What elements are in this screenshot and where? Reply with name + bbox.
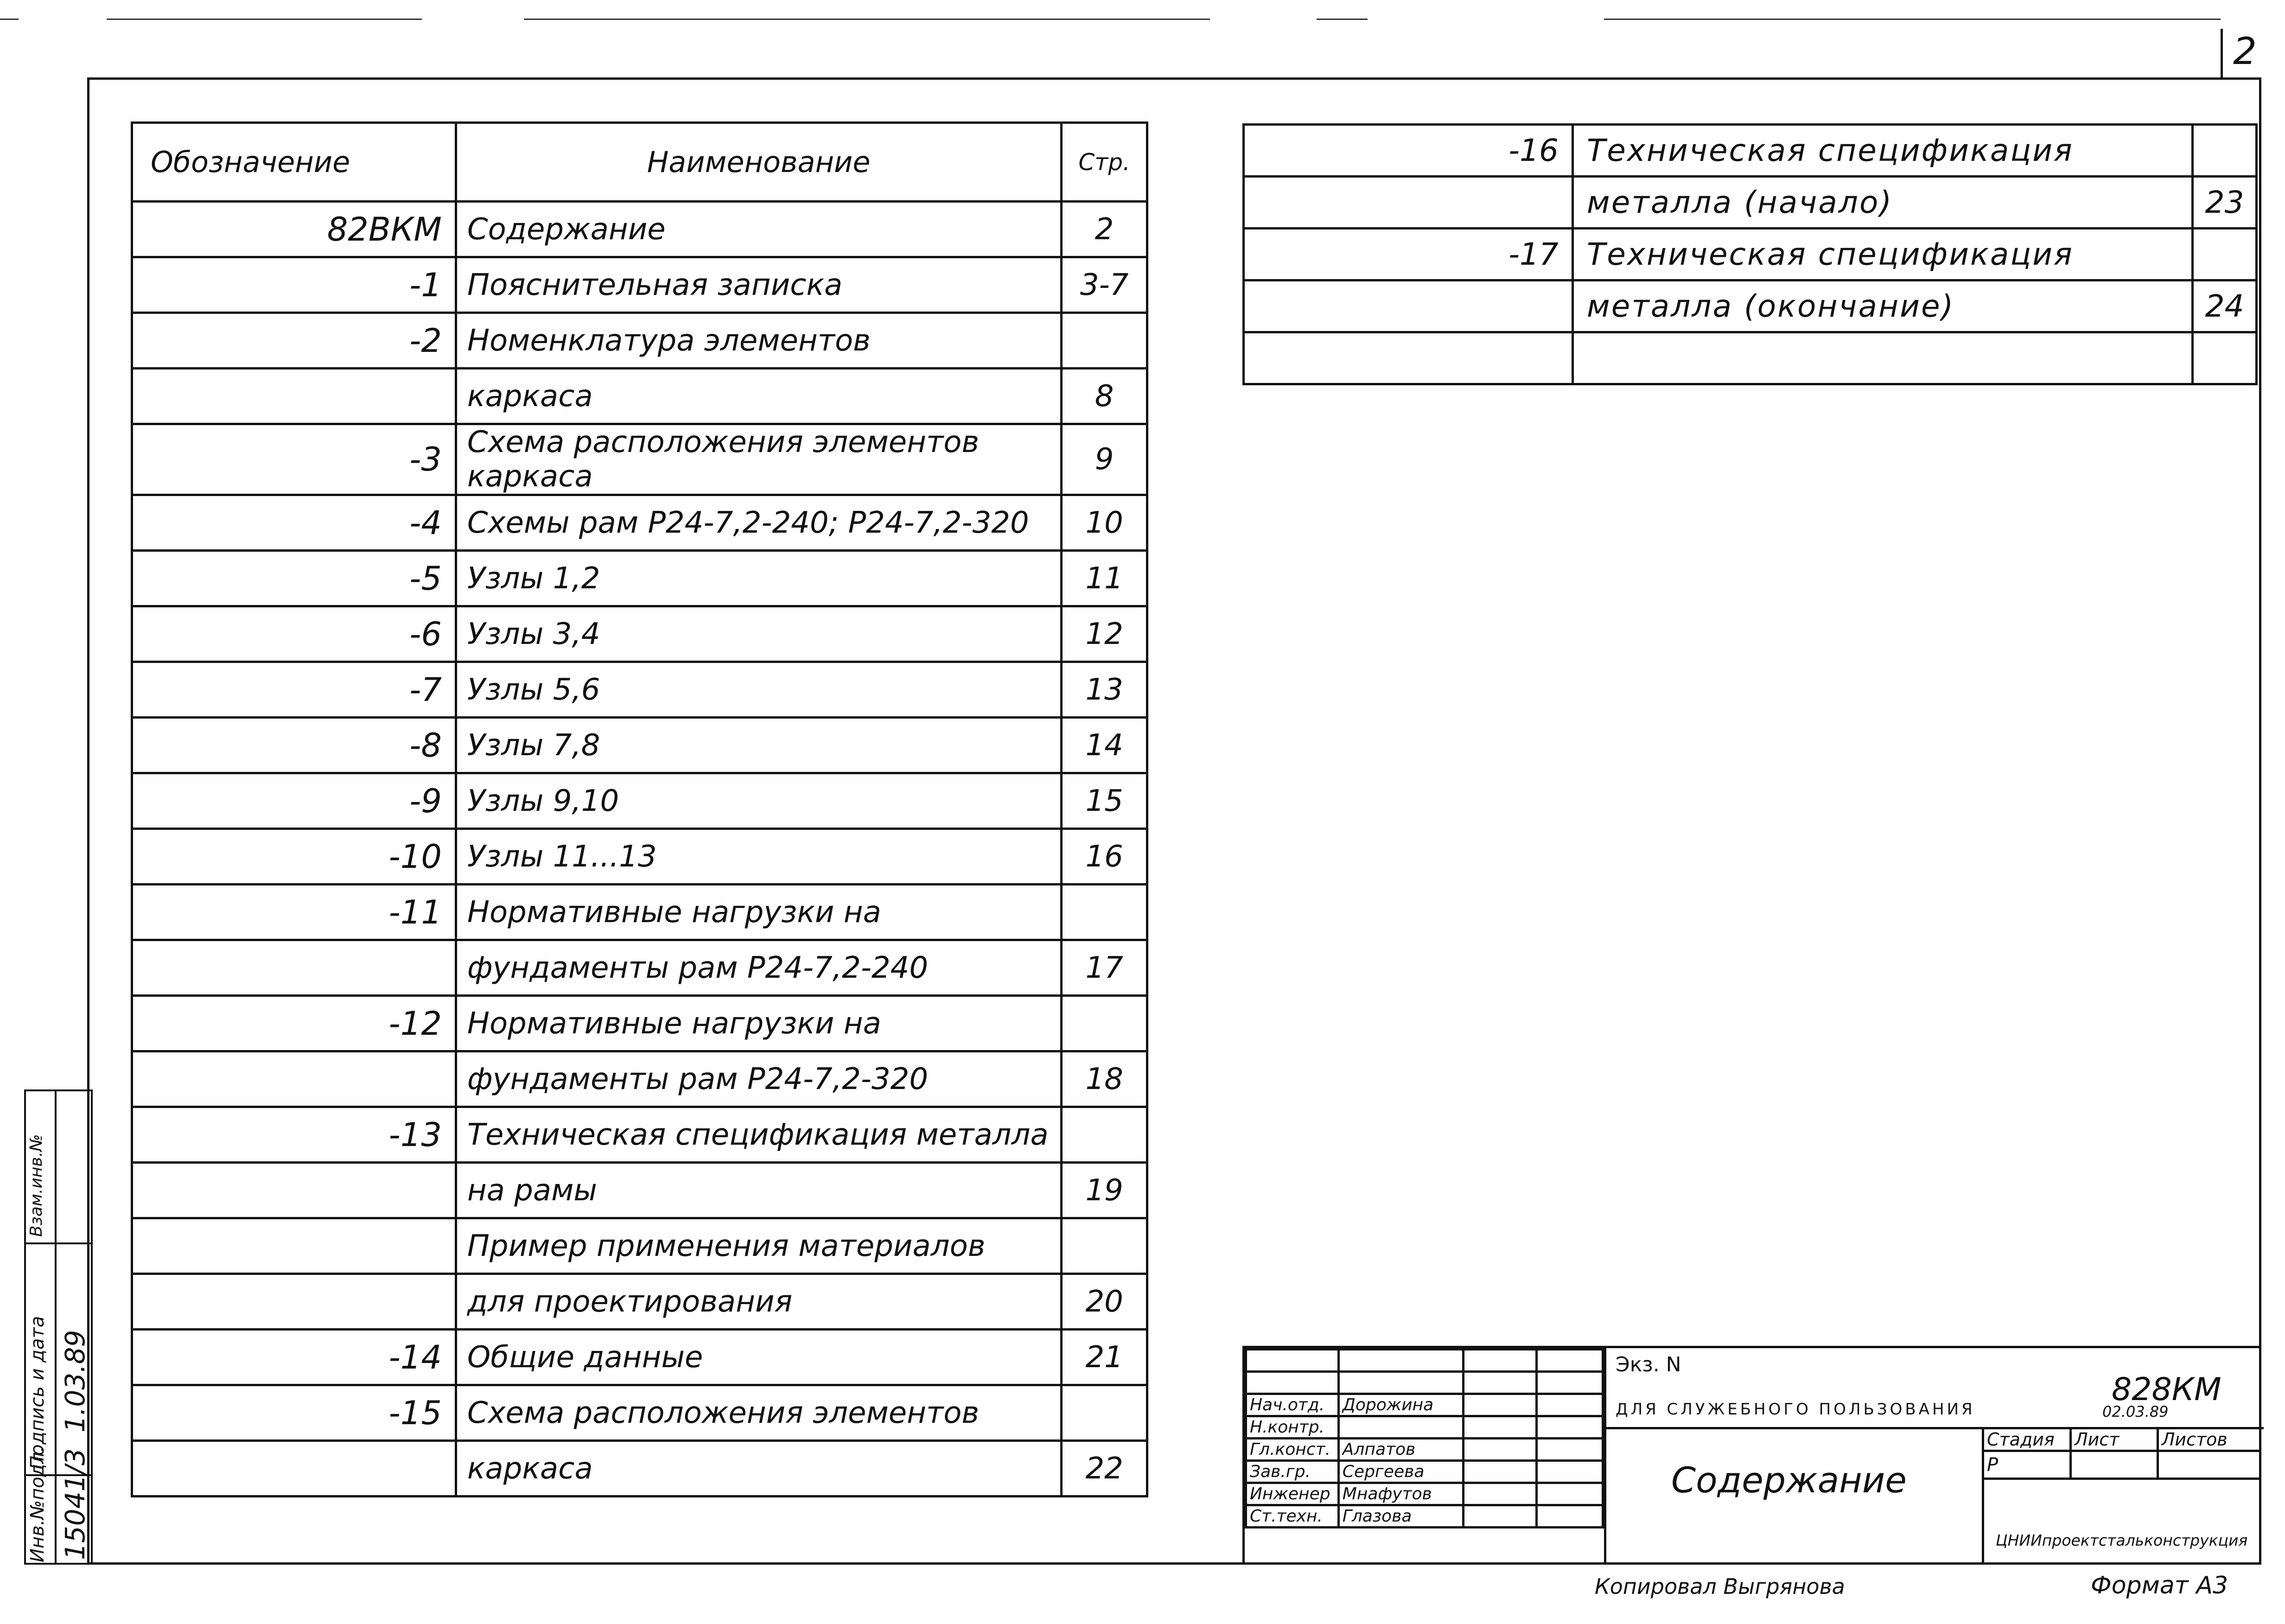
contents-code-cell: -6 [132,606,456,662]
contents-name-cell: каркаса [456,369,1061,424]
contents-code-cell [1244,177,1573,229]
contents-page-cell: 17 [1062,940,1147,996]
contents-row [132,1163,1147,1218]
contents-code-cell [132,1051,456,1107]
contents-row [132,940,1147,996]
contents-name-cell: Техническая спецификация [1572,125,2192,177]
inv-label: Инв.№подл. [27,1446,48,1562]
contents-name-cell: фундаменты рам Р24-7,2-320 [456,1051,1061,1107]
contents-page-cell: 2 [1062,202,1147,257]
contents-code-cell: -16 [1244,125,1573,177]
contents-page-cell: 22 [1062,1441,1147,1497]
contents-name-cell: Содержание [456,202,1061,257]
contents-code-cell [1244,280,1573,332]
contents-name-cell: Пояснительная записка [456,257,1061,313]
copy-stamp: Экз. N [1616,1353,1681,1376]
header-name: Наименование [456,123,1061,202]
contents-name-cell [1572,332,2192,384]
role-cell: Н.контр. [1246,1416,1339,1439]
contents-page-cell: 11 [1062,551,1147,606]
date-cell [1536,1461,1603,1483]
contents-code-cell: 82ВКМ [132,202,456,257]
contents-name-cell: Пример применения материалов [456,1218,1061,1274]
signature-cell [1463,1394,1536,1416]
contents-row [132,1218,1147,1274]
contents-code-cell: -17 [1244,229,1573,280]
contents-name-cell: Узлы 3,4 [456,606,1061,662]
title-cell-divider [1604,1348,1606,1565]
contents-code-cell: -4 [132,495,456,551]
name-cell: Глазова [1338,1505,1463,1528]
contents-code-cell [132,1274,456,1330]
signature-row [1246,1394,1603,1416]
contents-row [132,202,1147,257]
contents-row [132,773,1147,829]
side-stamp-divider [55,1089,57,1565]
contents-name-cell: на рамы [456,1163,1061,1218]
name-cell: Дорожина [1338,1394,1463,1416]
contents-name-cell: Схемы рам Р24-7,2-240; Р24-7,2-320 [456,495,1061,551]
contents-row [132,551,1147,606]
role-cell: Инженер [1246,1483,1339,1505]
contents-name-cell: Нормативные нагрузки на [456,885,1061,940]
name-cell [1338,1416,1463,1439]
contents-page-cell [1062,313,1147,369]
name-cell: Алпатов [1338,1439,1463,1461]
contents-page-cell [1062,1218,1147,1274]
contents-page-cell: 14 [1062,718,1147,773]
contents-row [132,662,1147,718]
contents-row [132,257,1147,313]
contents-code-cell: -14 [132,1330,456,1385]
contents-name-cell: Узлы 7,8 [456,718,1061,773]
contents-name-cell: металла (начало) [1572,177,2192,229]
sign-label: Подпись и дата [27,1316,48,1470]
contents-code-cell: -10 [132,829,456,885]
contents-name-cell: для проектирования [456,1274,1061,1330]
sheets-label: Листов [2158,1428,2260,1451]
sign-value: 1.03.89 [59,1330,91,1433]
sheet-number-box [2221,29,2267,80]
contents-page-cell [1062,885,1147,940]
contents-code-cell: -1 [132,257,456,313]
top-dash-5 [1604,19,2221,20]
signature-cell [1463,1483,1536,1505]
date-cell [1536,1483,1603,1505]
contents-page-cell [2193,125,2257,177]
contents-page-cell [1062,1107,1147,1163]
contents-code-cell: -2 [132,313,456,369]
header-code: Обозначение [132,123,456,202]
contents-name-cell: каркаса [456,1441,1061,1497]
contents-page-cell: 12 [1062,606,1147,662]
date-cell [1536,1505,1603,1528]
contents-row [1244,177,2257,229]
contents-row [132,996,1147,1051]
contents-row [132,885,1147,940]
signature-cell [1463,1439,1536,1461]
contents-page-cell [2193,332,2257,384]
contents-page-cell [2193,229,2257,280]
name-cell: Сергеева [1338,1461,1463,1483]
contents-table-continued [1242,123,2258,385]
contents-row [132,1051,1147,1107]
name-cell: Мнафутов [1338,1483,1463,1505]
contents-code-cell: -5 [132,551,456,606]
top-dash-2 [107,19,422,20]
role-cell: Нач.отд. [1246,1394,1339,1416]
contents-row [1244,125,2257,177]
replace-label: Взам.инв.№ [27,1134,46,1237]
contents-row [132,829,1147,885]
contents-code-cell [132,1218,456,1274]
contents-name-cell: Схема расположения элементов [456,1385,1061,1441]
contents-row [132,606,1147,662]
signature-row [1246,1505,1603,1528]
side-stamp [24,1089,93,1565]
contents-code-cell: -12 [132,996,456,1051]
contents-row [132,1441,1147,1497]
contents-page-cell: 15 [1062,773,1147,829]
contents-code-cell [132,1441,456,1497]
contents-page-cell [1062,996,1147,1051]
stage-value: Р [1983,1451,2071,1479]
contents-page-cell [1062,1385,1147,1441]
contents-code-cell [132,940,456,996]
side-stamp-cell-2 [24,1242,93,1244]
contents-row [132,313,1147,369]
designation: 828КМ [2112,1371,2221,1408]
contents-code-cell: -11 [132,885,456,940]
stage-label: Стадия [1983,1428,2071,1451]
contents-page-cell: 10 [1062,495,1147,551]
signature-cell [1463,1416,1536,1439]
title-block-signatures [1245,1348,1604,1528]
contents-name-cell: Номенклатура элементов [456,313,1061,369]
contents-page-cell: 24 [2193,280,2257,332]
contents-name-cell: Схема расположения элементов каркаса [456,424,1061,495]
sheet-info-table [1982,1427,2261,1480]
top-dash-1 [0,19,19,20]
signature-row [1246,1483,1603,1505]
role-cell: Гл.конст. [1246,1439,1339,1461]
date-cell [1536,1416,1603,1439]
inv-value: 15041/3 [59,1448,91,1560]
contents-header-row [132,123,1147,202]
sheet-label: Лист [2071,1428,2158,1451]
signature-row [1246,1416,1603,1439]
contents-page-cell: 8 [1062,369,1147,424]
contents-name-cell: Узлы 5,6 [456,662,1061,718]
contents-code-cell: -9 [132,773,456,829]
contents-code-cell: -3 [132,424,456,495]
signature-row [1246,1439,1603,1461]
format-label: Формат А3 [2091,1572,2228,1599]
role-cell: Зав.гр. [1246,1461,1339,1483]
sheet-number: 2 [2233,30,2257,73]
contents-page-cell: 23 [2193,177,2257,229]
contents-name-cell: Узлы 9,10 [456,773,1061,829]
contents-row [1244,229,2257,280]
contents-code-cell [1244,332,1573,384]
contents-row [132,1385,1147,1441]
contents-code-cell: -7 [132,662,456,718]
top-dash-3 [524,19,1210,20]
contents-row [1244,332,2257,384]
contents-name-cell: Узлы 11...13 [456,829,1061,885]
date-cell [1536,1394,1603,1416]
contents-page-cell: 3-7 [1062,257,1147,313]
contents-row [132,424,1147,495]
date-cell [1536,1439,1603,1461]
contents-row [132,1330,1147,1385]
header-page: Стр. [1062,123,1147,202]
contents-page-cell: 13 [1062,662,1147,718]
contents-row [132,369,1147,424]
contents-row [132,718,1147,773]
contents-name-cell: Техническая спецификация металла [456,1107,1061,1163]
contents-code-cell: -15 [132,1385,456,1441]
top-dash-4 [1317,19,1368,20]
contents-page-cell: 21 [1062,1330,1147,1385]
date-note: 02.03.89 [2102,1403,2169,1420]
signature-cell [1463,1461,1536,1483]
sheet-title: Содержание [1671,1459,1907,1501]
contents-page-cell: 18 [1062,1051,1147,1107]
contents-row [132,1107,1147,1163]
contents-row [1244,280,2257,332]
contents-table [131,121,1148,1497]
contents-code-cell: -8 [132,718,456,773]
restriction-stamp: ДЛЯ СЛУЖЕБНОГО ПОЛЬЗОВАНИЯ [1616,1400,1975,1419]
contents-name-cell: фундаменты рам Р24-7,2-240 [456,940,1061,996]
contents-code-cell [132,1163,456,1218]
signature-row [1246,1461,1603,1483]
signature-cell [1463,1505,1536,1528]
title-block [1242,1346,2261,1565]
contents-name-cell: металла (окончание) [1572,280,2192,332]
contents-code-cell: -13 [132,1107,456,1163]
contents-name-cell: Нормативные нагрузки на [456,996,1061,1051]
contents-code-cell [132,369,456,424]
role-cell: Ст.техн. [1246,1505,1339,1528]
contents-page-cell: 20 [1062,1274,1147,1330]
contents-name-cell: Узлы 1,2 [456,551,1061,606]
contents-row [132,495,1147,551]
organization: ЦНИИпроектстальконструкция [1996,1531,2248,1549]
contents-name-cell: Техническая спецификация [1572,229,2192,280]
contents-page-cell: 19 [1062,1163,1147,1218]
contents-page-cell: 16 [1062,829,1147,885]
contents-row [132,1274,1147,1330]
contents-page-cell: 9 [1062,424,1147,495]
contents-name-cell: Общие данные [456,1330,1061,1385]
copied-by: Копировал Выгрянова [1595,1574,1845,1599]
